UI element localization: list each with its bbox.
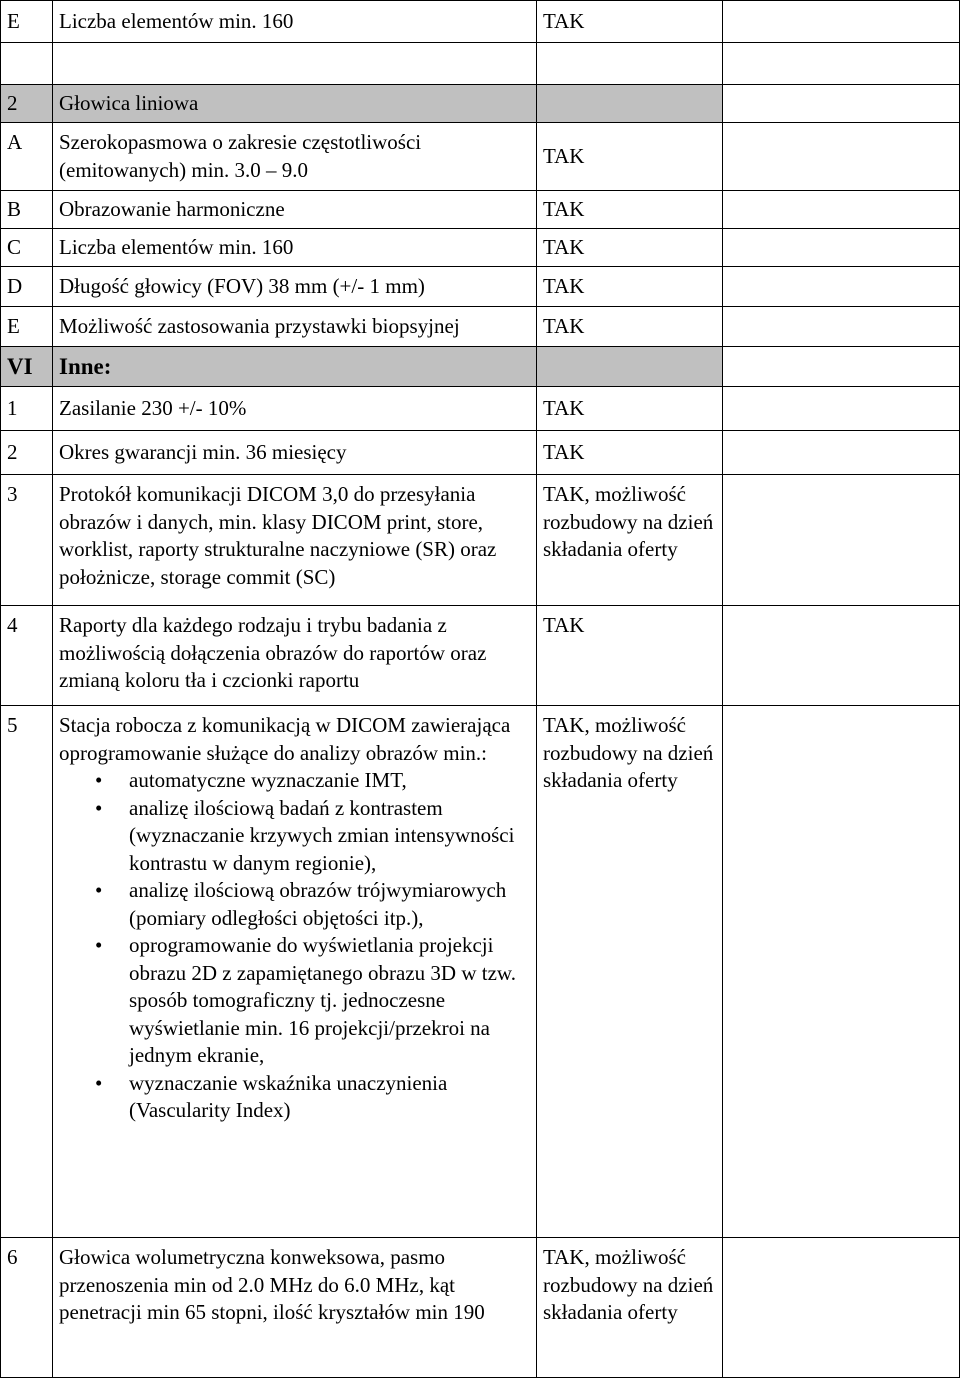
bullet-item: • oprogramowanie do wyświetlania projekcji obrazu 2D z zapamiętanego obrazu 3D w tzw. sposób tomograficzny tj. jednoczesne wyświetlanie min. 16 projekcji/przekroi na jednym ekranie, <box>59 932 536 1070</box>
row-description: Inne: <box>53 347 537 387</box>
row-value: TAK, możliwość rozbudowy na dzień składania oferty <box>537 706 723 1238</box>
row-description <box>53 43 537 85</box>
table-row <box>1 431 960 475</box>
row-extra-cell <box>723 307 960 347</box>
row-extra-cell <box>723 229 960 267</box>
row-value <box>537 85 723 123</box>
row-description: Zasilanie 230 +/- 10% <box>53 387 537 431</box>
table-row <box>1 307 960 347</box>
bullet-item: • wyznaczanie wskaźnika unaczynienia (Vascularity Index) <box>59 1070 536 1125</box>
row-number: D <box>1 267 53 307</box>
row-description: Obrazowanie harmoniczne <box>53 191 537 229</box>
bullet-item: • automatyczne wyznaczanie IMT, <box>59 767 536 795</box>
row-number: 5 <box>1 706 53 1238</box>
row-description: Okres gwarancji min. 36 miesięcy <box>53 431 537 475</box>
row-value: TAK, możliwość rozbudowy na dzień składania oferty <box>537 1238 723 1378</box>
bullet-item: • analizę ilościową badań z kontrastem (wyznaczanie krzywych zmian intensywności kontrastu w danym regionie), <box>59 795 536 878</box>
row-number <box>1 43 53 85</box>
row-number: 6 <box>1 1238 53 1378</box>
row-extra-cell <box>723 431 960 475</box>
row-number: 3 <box>1 475 53 606</box>
row-description-text: Stacja robocza z komunikacją w DICOM zawierająca oprogramowanie służące do analizy obrazów min.: <box>59 713 511 765</box>
row-description: Liczba elementów min. 160 <box>53 1 537 43</box>
row-extra-cell <box>723 706 960 1238</box>
row-value: TAK <box>537 229 723 267</box>
row-extra-cell <box>723 43 960 85</box>
row-description: Długość głowicy (FOV) 38 mm (+/- 1 mm) <box>53 267 537 307</box>
row-number: B <box>1 191 53 229</box>
table-row <box>1 229 960 267</box>
row-extra-cell <box>723 387 960 431</box>
row-extra-cell <box>723 123 960 191</box>
row-number: A <box>1 123 53 191</box>
section-header-row <box>1 85 960 123</box>
table-row <box>1 387 960 431</box>
row-number: 2 <box>1 85 53 123</box>
row-extra-cell <box>723 191 960 229</box>
row-number: 4 <box>1 606 53 706</box>
table-row <box>1 1 960 43</box>
row-number: E <box>1 1 53 43</box>
section-header-row <box>1 347 960 387</box>
bullet-item: • analizę ilościową obrazów trójwymiarowych (pomiary odległości objętości itp.), <box>59 877 536 932</box>
row-description: Protokół komunikacji DICOM 3,0 do przesyłania obrazów i danych, min. klasy DICOM print, store, worklist, raporty strukturalne naczyniowe (SR) oraz położnicze, storage commit (SC) <box>53 475 537 606</box>
row-value: TAK <box>537 191 723 229</box>
row-value <box>537 347 723 387</box>
row-description: Możliwość zastosowania przystawki biopsyjnej <box>53 307 537 347</box>
row-number: 1 <box>1 387 53 431</box>
row-description: Liczba elementów min. 160 <box>53 229 537 267</box>
table-row <box>1 123 960 191</box>
row-description: Szerokopasmowa o zakresie częstotliwości (emitowanych) min. 3.0 – 9.0 <box>53 123 537 191</box>
row-value <box>537 43 723 85</box>
row-extra-cell <box>723 1 960 43</box>
row-extra-cell <box>723 347 960 387</box>
row-number: E <box>1 307 53 347</box>
row-description: Głowica liniowa <box>53 85 537 123</box>
row-value: TAK <box>537 431 723 475</box>
row-value: TAK <box>537 307 723 347</box>
row-description: Raporty dla każdego rodzaju i trybu badania z możliwością dołączenia obrazów do raportów oraz zmianą koloru tła i czcionki raportu <box>53 606 537 706</box>
row-value: TAK <box>537 267 723 307</box>
table-row <box>1 706 960 1238</box>
table-row <box>1 43 960 85</box>
table-row <box>1 475 960 606</box>
table-row <box>1 267 960 307</box>
row-value: TAK <box>537 123 723 191</box>
row-extra-cell <box>723 267 960 307</box>
row-extra-cell <box>723 606 960 706</box>
row-extra-cell <box>723 1238 960 1378</box>
row-extra-cell <box>723 85 960 123</box>
row-value: TAK <box>537 387 723 431</box>
row-number: VI <box>1 347 53 387</box>
row-value: TAK <box>537 606 723 706</box>
row-value: TAK <box>537 1 723 43</box>
row-extra-cell <box>723 475 960 606</box>
table-row <box>1 606 960 706</box>
row-value: TAK, możliwość rozbudowy na dzień składania oferty <box>537 475 723 606</box>
row-number: C <box>1 229 53 267</box>
row-number: 2 <box>1 431 53 475</box>
row-description <box>53 706 537 1238</box>
table-row <box>1 1238 960 1378</box>
table-row <box>1 191 960 229</box>
feature-bullet-list <box>59 767 536 1125</box>
row-description: Głowica wolumetryczna konweksowa, pasmo przenoszenia min od 2.0 MHz do 6.0 MHz, kąt penetracji min 65 stopni, ilość kryształów min 190 <box>53 1238 537 1378</box>
